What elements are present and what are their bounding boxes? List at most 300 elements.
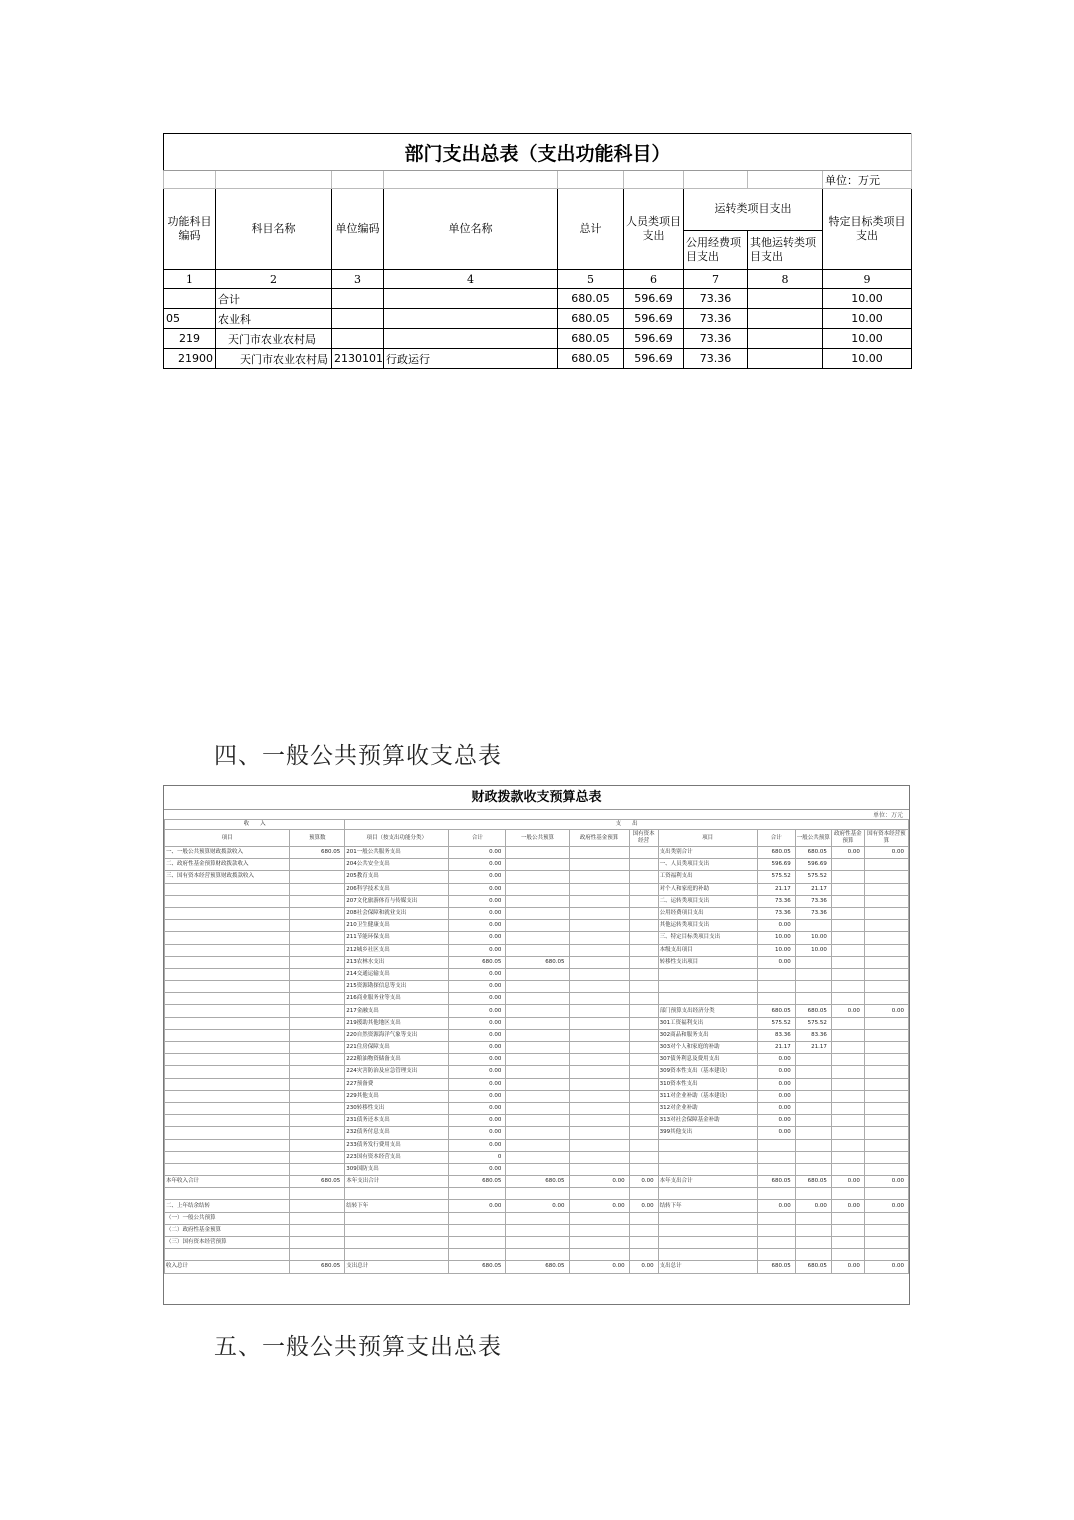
table-cell [629,932,658,944]
table-cell [449,1249,506,1261]
table-cell [831,883,864,895]
table-row [165,871,909,883]
table-cell [345,1237,449,1249]
table-cell: 二、运转类项目支出 [658,895,757,907]
table-cell [795,920,831,932]
table-cell: 收入总计 [165,1261,290,1273]
table-cell [165,1249,290,1261]
table-cell [345,1212,449,1224]
table-cell: 0.00 [864,847,908,859]
table-cell: 0.00 [864,1176,908,1188]
table-cell [569,920,629,932]
table-cell: 680.05 [290,1176,345,1188]
table-cell [506,1151,569,1163]
table-cell: 0.00 [449,968,506,980]
table-cell [658,1212,757,1224]
table-cell [569,1237,629,1249]
table-cell: 680.05 [506,956,569,968]
table-cell: 302商品和服务支出 [658,1029,757,1041]
table-cell [795,968,831,980]
t2-header: 国有资本经营 [629,830,658,847]
table-row [165,1102,909,1114]
table-cell [629,1102,658,1114]
cell-unit-code [332,309,384,329]
table-cell [165,1115,290,1127]
table-cell: 0.00 [757,1200,795,1212]
table-cell: 0.00 [831,1261,864,1273]
table2-unit: 单位：万元 [872,812,903,819]
table-cell [569,1224,629,1236]
table-cell: 206科学技术支出 [345,883,449,895]
table-cell [757,1163,795,1175]
col-number: 6 [624,270,684,289]
table-cell: 0.00 [569,1176,629,1188]
table-cell [795,1249,831,1261]
table-cell: 307债务利息及费用支出 [658,1054,757,1066]
table-cell: 575.52 [757,871,795,883]
table-cell [165,1151,290,1163]
table-cell [290,944,345,956]
fiscal-budget-summary-table [163,785,910,1305]
cell-personnel: 596.69 [624,309,684,329]
table-cell [165,1078,290,1090]
table-cell [506,1212,569,1224]
table-cell: 21.17 [757,883,795,895]
table-row [165,907,909,919]
table-cell [569,859,629,871]
table-cell: 0.00 [449,883,506,895]
table-cell [629,895,658,907]
table-cell [864,932,908,944]
table-cell: 0.00 [569,1200,629,1212]
cell-personnel: 596.69 [624,349,684,369]
table-cell [165,993,290,1005]
table-cell [795,1237,831,1249]
income-group-header: 收 入 [165,820,345,830]
cell-other [748,289,823,309]
table-cell [165,968,290,980]
table-cell: 0.00 [795,1200,831,1212]
table-cell [629,1212,658,1224]
table-cell: 575.52 [795,871,831,883]
table-cell [569,1042,629,1054]
table-cell [795,1078,831,1090]
table-cell: 596.69 [795,859,831,871]
table-cell [506,1042,569,1054]
table-cell: 10.00 [795,932,831,944]
table-cell [629,1139,658,1151]
table-cell [864,981,908,993]
table-cell [658,1237,757,1249]
table-cell [506,993,569,1005]
table-cell [165,1005,290,1017]
table-cell [569,1102,629,1114]
table-cell: 73.36 [795,907,831,919]
table-cell: 230转移性支出 [345,1102,449,1114]
table-cell [290,1029,345,1041]
table-cell: 支出总计 [345,1261,449,1273]
table-row [165,1017,909,1029]
table-cell: 0.00 [757,1115,795,1127]
table-cell: 0.00 [757,1054,795,1066]
table-cell [290,1151,345,1163]
table-cell [569,981,629,993]
table-cell: 210卫生健康支出 [345,920,449,932]
table-cell: 312对企业补助 [658,1102,757,1114]
table-cell: 0.00 [757,1078,795,1090]
table-cell: 301工资福利支出 [658,1017,757,1029]
table-cell [864,1042,908,1054]
table-cell [345,1249,449,1261]
table-cell [629,1078,658,1090]
table-cell [629,1188,658,1200]
table-cell: （三）国有资本经营预算 [165,1237,290,1249]
table-cell [757,1237,795,1249]
table-cell [629,907,658,919]
table-cell: 0.00 [864,1261,908,1273]
table-cell [290,1188,345,1200]
table-cell [629,1066,658,1078]
hdr-name: 科目名称 [216,189,332,270]
table-cell [757,968,795,980]
table-row [165,1212,909,1224]
table2-title: 财政拨款收支预算总表 [164,786,909,810]
table-cell [449,1188,506,1200]
table-cell [506,883,569,895]
cell-unit-code: 2130101 [332,349,384,369]
table-cell: 0.00 [449,993,506,1005]
table-row [165,1042,909,1054]
table-cell [831,981,864,993]
table-cell: 0.00 [449,1115,506,1127]
cell-special: 10.00 [823,289,912,309]
cell-special: 10.00 [823,329,912,349]
table-cell [831,1139,864,1151]
table-cell: 一、一般公共预算财政拨款收入 [165,847,290,859]
table-cell: 转移性支出项目 [658,956,757,968]
table-cell: 680.05 [449,1176,506,1188]
table-cell [629,1127,658,1139]
table-cell [831,871,864,883]
table-cell: 支出类别合计 [658,847,757,859]
t2-header: 合计 [757,830,795,847]
table-cell [629,1151,658,1163]
table-cell: 本级支出项目 [658,944,757,956]
table-cell [864,1212,908,1224]
table-cell: （一）一般公共预算 [165,1212,290,1224]
t2-header: 国有资本经营预算 [864,830,908,847]
table-cell [795,993,831,1005]
table-cell [864,1151,908,1163]
table-row [165,1151,909,1163]
table-cell [506,907,569,919]
table-cell: 21.17 [795,883,831,895]
table-cell: 0.00 [449,1017,506,1029]
table-cell: 217金融支出 [345,1005,449,1017]
cell-personnel: 596.69 [624,329,684,349]
table-cell [290,871,345,883]
table-cell: 229其他支出 [345,1090,449,1102]
table-cell: 0.00 [449,895,506,907]
table-cell: 680.05 [795,1261,831,1273]
table-row [165,895,909,907]
table-cell [629,871,658,883]
t2-header: 预算数 [290,830,345,847]
table-row [165,993,909,1005]
table-cell [831,1224,864,1236]
table-cell [506,1090,569,1102]
table-cell: 680.05 [795,1176,831,1188]
table-cell: 680.05 [449,1261,506,1273]
table-cell [165,1188,290,1200]
cell-public-fund: 73.36 [684,289,748,309]
table-cell [569,1115,629,1127]
table-cell [757,1249,795,1261]
table-cell [569,871,629,883]
table-row [165,1261,909,1273]
table-cell: 0.00 [449,981,506,993]
table-cell [569,895,629,907]
table-cell: 232债务付息支出 [345,1127,449,1139]
table-cell [165,907,290,919]
table-cell [831,1066,864,1078]
table-cell [506,920,569,932]
table-cell [569,1249,629,1261]
table-cell: 680.05 [506,1261,569,1273]
table-cell: 0.00 [449,1029,506,1041]
table-cell [290,1042,345,1054]
table-cell: 201一般公共服务支出 [345,847,449,859]
table-cell: 0.00 [757,956,795,968]
table-cell: 10.00 [795,944,831,956]
table-cell: 0.00 [864,1005,908,1017]
table-cell [290,859,345,871]
table-cell [290,1102,345,1114]
cell-total: 680.05 [558,309,624,329]
table-cell [165,1102,290,1114]
table-cell [506,895,569,907]
table-cell [864,895,908,907]
table-cell [795,1163,831,1175]
table-cell [506,1078,569,1090]
table-cell [629,1249,658,1261]
table-cell [864,1139,908,1151]
table-cell: 680.05 [757,1005,795,1017]
table-cell [290,883,345,895]
table-cell [831,907,864,919]
table-cell [569,1151,629,1163]
table-cell: 211节能环保支出 [345,932,449,944]
cell-name: 合计 [216,289,332,309]
table-row [165,920,909,932]
table-cell: 73.36 [757,895,795,907]
table-row [165,1176,909,1188]
table-cell [290,907,345,919]
table-cell [569,907,629,919]
table-cell [864,883,908,895]
table-cell [506,1115,569,1127]
table-cell [658,1139,757,1151]
table-cell [658,1163,757,1175]
table-cell [506,944,569,956]
table-cell [165,932,290,944]
table-cell [165,1029,290,1041]
cell-other [748,349,823,369]
table-cell [864,956,908,968]
cell-other [748,309,823,329]
table-cell [290,1066,345,1078]
table-cell [831,1017,864,1029]
table-cell: 222粮油物资储备支出 [345,1054,449,1066]
table-cell: 二、政府性基金预算财政拨款收入 [165,859,290,871]
table-cell: 231债务还本支出 [345,1115,449,1127]
cell-code: 21900 [164,349,216,369]
table-cell: 0.00 [864,1200,908,1212]
table-cell [629,968,658,980]
table-cell: 支出总计 [658,1261,757,1273]
table-cell [831,1212,864,1224]
table-cell [449,1212,506,1224]
table-cell: 680.05 [449,956,506,968]
table-cell: 680.05 [290,1261,345,1273]
table-cell [449,1237,506,1249]
table1-title: 部门支出总表（支出功能科目） [164,134,912,171]
hdr-other-operation: 其他运转类项目支出 [748,230,823,270]
table-cell [864,1237,908,1249]
table-cell [864,1224,908,1236]
table-cell [795,956,831,968]
table-cell [506,1054,569,1066]
table-cell [506,1237,569,1249]
table-cell: 224灾害防治及应急管理支出 [345,1066,449,1078]
hdr-unit-code: 单位编码 [332,189,384,270]
t2-header: 政府性基金预算 [569,830,629,847]
hdr-total: 总计 [558,189,624,270]
table-cell: 10.00 [757,932,795,944]
table-cell [165,1139,290,1151]
table-cell: 575.52 [795,1017,831,1029]
table-cell [831,1042,864,1054]
table-cell: 21.17 [757,1042,795,1054]
table-cell [795,981,831,993]
table-cell: 0.00 [757,1090,795,1102]
hdr-personnel: 人员类项目支出 [624,189,684,270]
table-cell [569,1212,629,1224]
table-cell [506,871,569,883]
table-cell: 0.00 [449,859,506,871]
table-cell [831,920,864,932]
table-cell [506,847,569,859]
table-cell [864,993,908,1005]
cell-name: 农业科 [216,309,332,329]
table-row [165,1200,909,1212]
col-number: 3 [332,270,384,289]
table-cell [795,1139,831,1151]
table-cell [290,956,345,968]
table-cell: 313对社会保障基金补助 [658,1115,757,1127]
cell-special: 10.00 [823,309,912,329]
table-cell: 0.00 [757,1102,795,1114]
table-cell [831,1188,864,1200]
table-cell: 73.36 [757,907,795,919]
table-cell [795,1188,831,1200]
table-cell [658,968,757,980]
table-cell: 二、上年结余结转 [165,1200,290,1212]
table-cell: 309资本性支出（基本建设） [658,1066,757,1078]
col-number: 2 [216,270,332,289]
hdr-unit-name: 单位名称 [384,189,558,270]
table-cell [165,1066,290,1078]
table-cell: 部门预算支出经济分类 [658,1005,757,1017]
table-cell [569,968,629,980]
table-cell [629,859,658,871]
table-cell [290,895,345,907]
table-cell: 本年收入合计 [165,1176,290,1188]
cell-total: 680.05 [558,289,624,309]
table-cell [345,1188,449,1200]
table-cell [831,1127,864,1139]
table-cell [506,1066,569,1078]
table-cell [795,1054,831,1066]
table-row [164,309,912,329]
table-cell [831,944,864,956]
table-cell [506,1029,569,1041]
cell-unit-name [384,289,558,309]
table-cell [658,1249,757,1261]
cell-total: 680.05 [558,349,624,369]
table-cell [757,993,795,1005]
table-cell: 工资福利支出 [658,871,757,883]
table-cell: 0.00 [831,1176,864,1188]
table-cell [658,993,757,1005]
table-cell: 205教育支出 [345,871,449,883]
table-cell [569,1163,629,1175]
table-cell [165,1163,290,1175]
table-cell: 其他运转类项目支出 [658,920,757,932]
expense-group-header: 支 出 [345,820,909,830]
table-cell [757,1224,795,1236]
table-cell: 0.00 [629,1200,658,1212]
table-cell [165,956,290,968]
table-row [165,1066,909,1078]
table-cell [629,1005,658,1017]
table-cell: 680.05 [757,847,795,859]
table-cell [290,1054,345,1066]
table-cell [569,1139,629,1151]
table-cell: 207文化旅游体育与传媒支出 [345,895,449,907]
table-cell [506,1017,569,1029]
table-cell: 213农林水支出 [345,956,449,968]
table-cell [506,981,569,993]
table-cell [506,1249,569,1261]
table-row [165,1237,909,1249]
table-cell [757,981,795,993]
table-cell [629,1054,658,1066]
hdr-special: 特定目标类项目支出 [823,189,912,270]
table-cell: 0.00 [449,1163,506,1175]
table-row [165,1054,909,1066]
table-cell: 结转下年 [658,1200,757,1212]
table-row [165,956,909,968]
table-cell: 0.00 [757,1127,795,1139]
col-number: 1 [164,270,216,289]
table-cell [290,1237,345,1249]
table-cell [864,1066,908,1078]
table-cell [290,1212,345,1224]
table-cell [506,1005,569,1017]
table-cell [629,1017,658,1029]
table-row [165,883,909,895]
